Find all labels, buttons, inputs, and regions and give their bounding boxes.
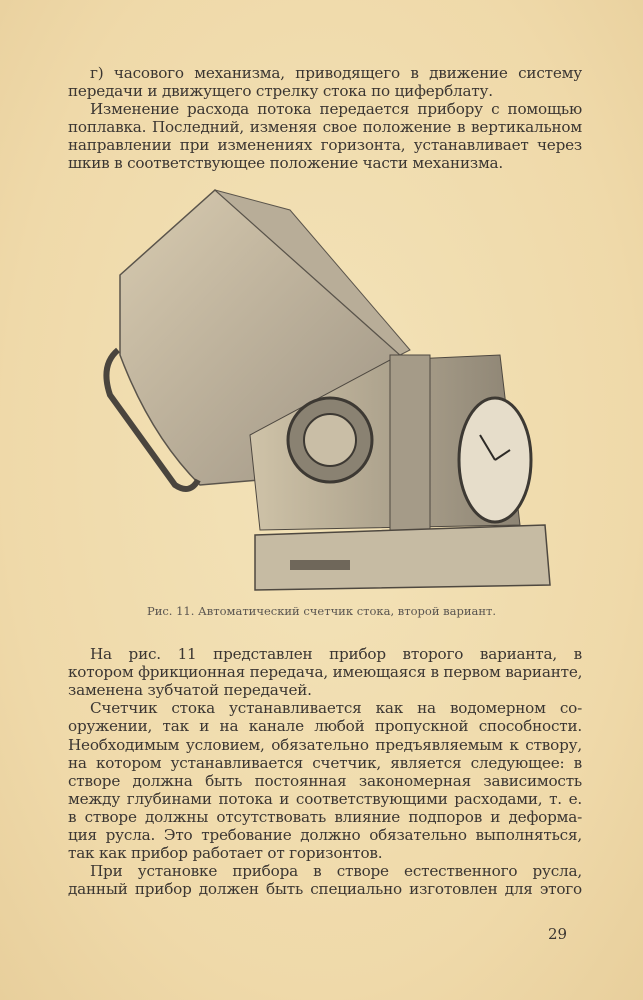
text-line: ция русла. Это требование должно обязательно выполняться, (68, 826, 582, 844)
figure-flow-meter-photo (90, 185, 560, 597)
text-line: так как прибор работает от горизонтов. (68, 844, 383, 862)
text-line: Необходимым условием, обязательно предъявляемым к створу, (68, 736, 582, 754)
text-line: на котором устанавливается счетчик, является следующее: в (68, 754, 582, 772)
text-line: данный прибор должен быть специально изготовлен для этого (68, 880, 582, 898)
text-line: г) часового механизма, приводящего в движение систему (90, 64, 582, 82)
figure-caption: Рис. 11. Автоматический счетчик стока, второй вариант. (146, 604, 497, 618)
text-line: передачи и движущего стрелку стока по циферблату. (68, 82, 493, 100)
page-number: 29 (548, 925, 568, 943)
text-line: При установке прибора в створе естественного русла, (90, 862, 582, 880)
text-line: котором фрикционная передача, имеющаяся в первом варианте, (68, 663, 583, 681)
text-line: шкив в соответствующее положение части механизма. (68, 154, 504, 172)
text-line: направлении при изменениях горизонта, устанавливает через (68, 136, 582, 154)
text-line: оружении, так и на канале любой пропускной способности. (68, 717, 582, 735)
text-line: На рис. 11 представлен прибор второго варианта, в (90, 645, 582, 663)
text-line: створе должна быть постоянная закономерная зависимость (68, 772, 582, 790)
text-line: между глубинами потока и соответствующими расходами, т. е. (68, 790, 582, 808)
text-line: Счетчик стока устанавливается как на водомерном со- (90, 699, 582, 717)
text-line: в створе должны отсутствовать влияние подпоров и деформа- (68, 808, 582, 826)
text-line: заменена зубчатой передачей. (68, 681, 312, 699)
text-line: Изменение расхода потока передается прибору с помощью (90, 100, 582, 118)
text-line: поплавка. Последний, изменяя свое положение в вертикальном (68, 118, 582, 136)
